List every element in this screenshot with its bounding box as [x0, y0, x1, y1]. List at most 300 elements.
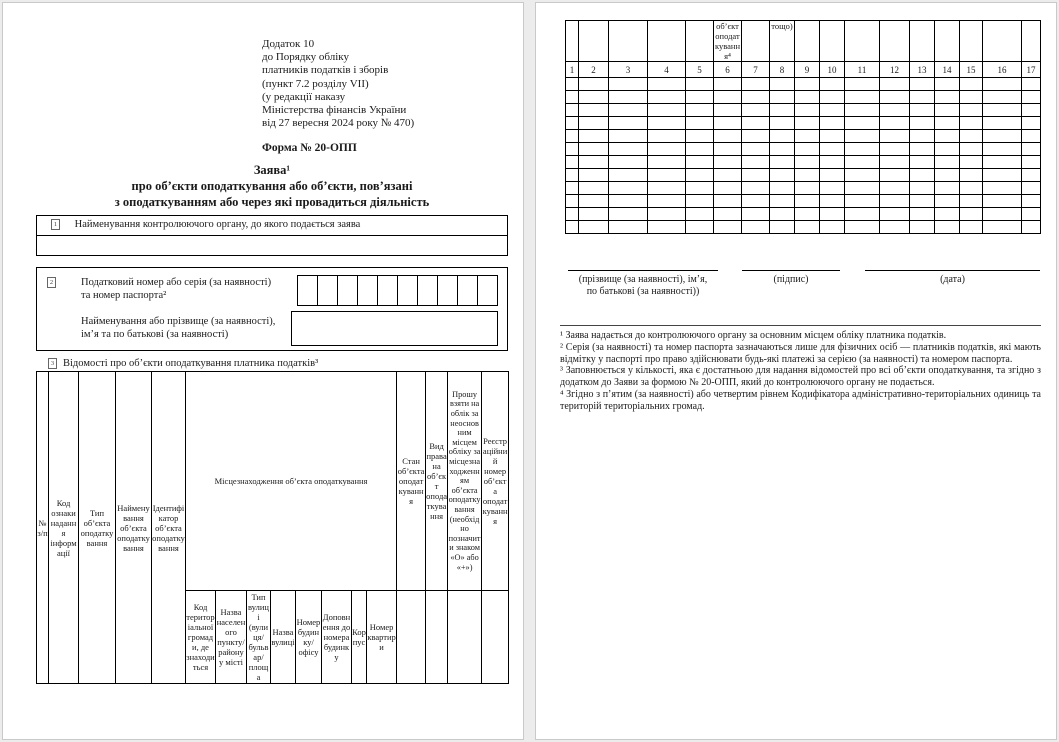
column-number: 15 [960, 62, 983, 78]
header-line: (пункт 7.2 розділу VII) [262, 77, 369, 90]
entry-cell[interactable] [795, 143, 820, 156]
signature-name-label-line1: (прізвище (за наявності), ім’я, [578, 274, 708, 285]
form-number: Форма № 20-ОПП [262, 142, 357, 154]
entry-cell[interactable] [935, 117, 960, 130]
entry-cell[interactable] [845, 143, 880, 156]
signature-date-label: (дата) [940, 274, 965, 285]
entry-cell[interactable] [648, 195, 686, 208]
entry-cell[interactable] [770, 182, 795, 195]
entry-cell[interactable] [566, 143, 579, 156]
entry-cell[interactable] [935, 78, 960, 91]
entry-cell[interactable] [820, 91, 845, 104]
footnote-3: ³ Заповнюється у кількості, яка є достатньою для надання відомостей про всі об’єкти оподаткування, та згідно з додатком до Заяви за формою № 20-ОПП, який до контролюючого органу не подається. [560, 365, 1041, 389]
entry-cell[interactable] [880, 169, 910, 182]
entry-cell[interactable] [686, 143, 714, 156]
empty-header-cell [880, 21, 910, 62]
entry-cell[interactable] [742, 182, 770, 195]
entry-cell[interactable] [880, 117, 910, 130]
entry-cell[interactable] [983, 169, 1022, 182]
entry-cell[interactable] [609, 130, 648, 143]
footnote-4: ⁴ Згідно з п’ятим (за наявності) або четвертим рівнем Кодифікатора адміністративно-територіальних одиниць та територій територіальних громад. [560, 388, 1041, 412]
taxpayer-name-input[interactable] [291, 311, 498, 346]
tax-number-label [81, 276, 271, 302]
col-header-object-type: Тип об’єкта оподаткування [79, 372, 116, 684]
entry-cell[interactable] [742, 104, 770, 117]
entry-cell[interactable] [960, 156, 983, 169]
empty-header-cell [983, 21, 1022, 62]
entry-row [566, 143, 1041, 156]
entry-cell[interactable] [579, 169, 609, 182]
entry-cell[interactable] [742, 117, 770, 130]
entry-cell[interactable] [795, 78, 820, 91]
entry-cell[interactable] [1022, 195, 1041, 208]
document-page-2 [535, 2, 1057, 740]
taxpayer-name-label-line1: Найменування або прізвище (за наявності), [81, 316, 276, 327]
entry-cell[interactable] [566, 91, 579, 104]
tax-number-cell[interactable] [477, 275, 498, 306]
entry-cell[interactable] [795, 169, 820, 182]
entry-row [566, 91, 1041, 104]
entry-cell[interactable] [686, 91, 714, 104]
entry-cell[interactable] [579, 156, 609, 169]
entry-cell[interactable] [960, 91, 983, 104]
entry-cell[interactable] [742, 169, 770, 182]
entry-cell[interactable] [770, 195, 795, 208]
entry-cell[interactable] [880, 143, 910, 156]
entry-cell[interactable] [845, 78, 880, 91]
entry-cell[interactable] [714, 143, 742, 156]
entry-row [566, 208, 1041, 221]
entry-cell[interactable] [935, 143, 960, 156]
entry-cell[interactable] [770, 78, 795, 91]
empty-header-cell [820, 21, 845, 62]
entry-cell[interactable] [983, 195, 1022, 208]
entry-cell[interactable] [770, 104, 795, 117]
entry-cell[interactable] [880, 182, 910, 195]
signature-name-label [548, 274, 738, 298]
tax-number-cell[interactable] [417, 275, 438, 306]
taxpayer-name-label-line2: ім’я та по батькові (за наявності) [81, 329, 229, 340]
form-title [36, 162, 508, 210]
entry-cell[interactable] [820, 78, 845, 91]
entry-cell[interactable] [714, 130, 742, 143]
entry-cell[interactable] [609, 208, 648, 221]
entry-cell[interactable] [820, 104, 845, 117]
entry-row [566, 130, 1041, 143]
entry-cell[interactable] [648, 91, 686, 104]
footnotes [560, 330, 1041, 413]
entry-cell[interactable] [960, 182, 983, 195]
col-header-apartment-number: Номер квартири [367, 591, 397, 684]
column-number: 12 [880, 62, 910, 78]
objects-table-continuation [565, 20, 1041, 234]
entry-cell[interactable] [795, 91, 820, 104]
entry-cell[interactable] [880, 91, 910, 104]
entry-cell[interactable] [566, 182, 579, 195]
entry-cell[interactable] [960, 78, 983, 91]
entry-cell[interactable] [820, 208, 845, 221]
entry-cell[interactable] [820, 182, 845, 195]
entry-cell[interactable] [845, 208, 880, 221]
entry-cell[interactable] [742, 143, 770, 156]
section1-label: Найменування контролюючого органу, до якого подається заява [74, 219, 361, 230]
entry-cell[interactable] [686, 221, 714, 234]
entry-cell[interactable] [880, 208, 910, 221]
entry-cell[interactable] [960, 169, 983, 182]
entry-cell[interactable] [579, 130, 609, 143]
empty-header-cell [1022, 21, 1041, 62]
entry-cell[interactable] [910, 156, 935, 169]
entry-cell[interactable] [795, 104, 820, 117]
entry-cell[interactable] [686, 130, 714, 143]
entry-cell[interactable] [795, 208, 820, 221]
entry-row [566, 104, 1041, 117]
tax-number-cell[interactable] [377, 275, 398, 306]
entry-cell[interactable] [686, 117, 714, 130]
entry-cell[interactable] [742, 78, 770, 91]
entry-cell[interactable] [935, 182, 960, 195]
entry-cell[interactable] [845, 182, 880, 195]
entry-cell[interactable] [579, 104, 609, 117]
entry-cell[interactable] [742, 130, 770, 143]
entry-cell[interactable] [609, 221, 648, 234]
entry-cell[interactable] [686, 104, 714, 117]
entry-cell[interactable] [880, 78, 910, 91]
entry-cell[interactable] [910, 169, 935, 182]
entry-row [566, 221, 1041, 234]
empty-header-cell [742, 21, 770, 62]
entry-cell[interactable] [910, 78, 935, 91]
entry-row [566, 117, 1041, 130]
entry-cell[interactable] [820, 130, 845, 143]
entry-cell[interactable] [770, 91, 795, 104]
entry-cell[interactable] [880, 130, 910, 143]
entry-cell[interactable] [579, 143, 609, 156]
entry-cell[interactable] [566, 78, 579, 91]
tax-number-cell[interactable] [457, 275, 478, 306]
col-header-info-code: Код ознаки надання інформації [49, 372, 79, 684]
signature-name-line[interactable] [568, 270, 718, 271]
entry-cell[interactable] [609, 156, 648, 169]
empty-header-cell [397, 591, 426, 684]
tax-number-cell[interactable] [317, 275, 338, 306]
entry-cell[interactable] [770, 117, 795, 130]
entry-cell[interactable] [820, 156, 845, 169]
empty-header-cell [910, 21, 935, 62]
entry-cell[interactable] [983, 104, 1022, 117]
entry-cell[interactable] [742, 156, 770, 169]
entry-cell[interactable] [648, 182, 686, 195]
entry-cell[interactable] [770, 169, 795, 182]
entry-cell[interactable] [566, 169, 579, 182]
entry-cell[interactable] [795, 130, 820, 143]
entry-cell[interactable] [609, 104, 648, 117]
empty-header-cell [579, 21, 609, 62]
entry-cell[interactable] [960, 117, 983, 130]
entry-cell[interactable] [648, 208, 686, 221]
entry-cell[interactable] [935, 91, 960, 104]
entry-cell[interactable] [714, 91, 742, 104]
entry-cell[interactable] [820, 169, 845, 182]
entry-cell[interactable] [1022, 130, 1041, 143]
entry-cell[interactable] [1022, 117, 1041, 130]
section-controlling-authority [36, 215, 508, 256]
entry-cell[interactable] [609, 169, 648, 182]
header-etc-fragment: тощо) [770, 21, 795, 62]
section3-label: Відомості про об’єкти оподаткування платника податків³ [63, 358, 319, 369]
entry-cell[interactable] [880, 156, 910, 169]
entry-cell[interactable] [910, 143, 935, 156]
entry-cell[interactable] [845, 130, 880, 143]
entry-cell[interactable] [935, 169, 960, 182]
entry-cell[interactable] [910, 104, 935, 117]
entry-cell[interactable] [714, 78, 742, 91]
entry-cell[interactable] [820, 117, 845, 130]
signature-date-line[interactable] [865, 270, 1040, 271]
entry-cell[interactable] [742, 91, 770, 104]
entry-cell[interactable] [714, 182, 742, 195]
entry-cell[interactable] [566, 208, 579, 221]
entry-cell[interactable] [795, 156, 820, 169]
col-header-row-number: № з/п [37, 372, 49, 684]
continuation-header-row [566, 21, 1041, 62]
entry-cell[interactable] [648, 143, 686, 156]
entry-cell[interactable] [566, 195, 579, 208]
entry-cell[interactable] [714, 104, 742, 117]
entry-cell[interactable] [714, 208, 742, 221]
entry-cell[interactable] [820, 195, 845, 208]
entry-cell[interactable] [714, 169, 742, 182]
entry-cell[interactable] [910, 130, 935, 143]
entry-cell[interactable] [609, 78, 648, 91]
header-line: (у редакції наказу [262, 90, 346, 103]
col-header-street-name: Назва вулиці [271, 591, 296, 684]
entry-cell[interactable] [935, 195, 960, 208]
entry-cell[interactable] [880, 195, 910, 208]
appendix-header [262, 38, 414, 130]
entry-cell[interactable] [1022, 91, 1041, 104]
column-number: 8 [770, 62, 795, 78]
tax-number-cell[interactable] [397, 275, 418, 306]
entry-row [566, 156, 1041, 169]
entry-cell[interactable] [648, 156, 686, 169]
entry-cell[interactable] [983, 182, 1022, 195]
entry-cell[interactable] [566, 156, 579, 169]
entry-cell[interactable] [795, 182, 820, 195]
entry-cell[interactable] [579, 117, 609, 130]
col-header-object-identifier: Ідентифікатор об’єкта оподаткування [152, 372, 186, 684]
entry-cell[interactable] [566, 221, 579, 234]
entry-cell[interactable] [983, 208, 1022, 221]
entry-cell[interactable] [845, 221, 880, 234]
entry-cell[interactable] [609, 195, 648, 208]
column-number: 17 [1022, 62, 1041, 78]
col-header-object-state: Стан об’єкта оподаткування [397, 372, 426, 591]
entry-cell[interactable] [795, 117, 820, 130]
entry-cell[interactable] [770, 130, 795, 143]
entry-cell[interactable] [880, 221, 910, 234]
entry-cell[interactable] [579, 208, 609, 221]
entry-cell[interactable] [910, 117, 935, 130]
column-number: 5 [686, 62, 714, 78]
tax-number-cells [297, 275, 498, 306]
entry-cell[interactable] [960, 221, 983, 234]
entry-cell[interactable] [983, 221, 1022, 234]
entry-cell[interactable] [960, 130, 983, 143]
entry-cell[interactable] [686, 195, 714, 208]
entry-cell[interactable] [983, 91, 1022, 104]
entry-cell[interactable] [960, 104, 983, 117]
col-header-object-name: Найменування об’єкта оподаткування [116, 372, 152, 684]
entry-cell[interactable] [935, 104, 960, 117]
entry-cell[interactable] [648, 221, 686, 234]
entry-cell[interactable] [910, 91, 935, 104]
empty-header-cell [566, 21, 579, 62]
entry-cell[interactable] [960, 143, 983, 156]
entry-cell[interactable] [686, 169, 714, 182]
tax-number-cell[interactable] [437, 275, 458, 306]
entry-cell[interactable] [579, 91, 609, 104]
entry-cell[interactable] [714, 221, 742, 234]
entry-cell[interactable] [1022, 143, 1041, 156]
entry-cell[interactable] [770, 208, 795, 221]
entry-cell[interactable] [935, 130, 960, 143]
entry-row [566, 182, 1041, 195]
empty-header-cell [686, 21, 714, 62]
tax-number-cell[interactable] [297, 275, 318, 306]
section2-number-box: 2 [47, 277, 56, 288]
header-line: до Порядку обліку [262, 51, 349, 64]
entry-cell[interactable] [686, 182, 714, 195]
entry-cell[interactable] [845, 195, 880, 208]
entry-cell[interactable] [910, 195, 935, 208]
entry-cell[interactable] [648, 130, 686, 143]
entry-cell[interactable] [566, 117, 579, 130]
col-header-settlement: Назва населеного пункту/ району у місті [216, 591, 247, 684]
entry-cell[interactable] [935, 156, 960, 169]
entry-cell[interactable] [935, 221, 960, 234]
section1-header [37, 216, 507, 236]
entry-cell[interactable] [820, 221, 845, 234]
entry-cell[interactable] [609, 91, 648, 104]
entry-cell[interactable] [1022, 104, 1041, 117]
entry-cell[interactable] [983, 143, 1022, 156]
column-numbers-row [566, 62, 1041, 78]
entry-cell[interactable] [648, 104, 686, 117]
entry-cell[interactable] [648, 117, 686, 130]
authority-name-input[interactable] [37, 236, 507, 254]
entry-cell[interactable] [910, 182, 935, 195]
objects-table [36, 371, 509, 684]
entry-cell[interactable] [795, 221, 820, 234]
col-header-location: Місцезнаходження об’єкта оподаткування [186, 372, 397, 591]
entry-cell[interactable] [960, 208, 983, 221]
entry-cell[interactable] [1022, 182, 1041, 195]
entry-cell[interactable] [910, 221, 935, 234]
entry-cell[interactable] [983, 130, 1022, 143]
entry-cell[interactable] [983, 78, 1022, 91]
entry-cell[interactable] [935, 208, 960, 221]
entry-cell[interactable] [579, 221, 609, 234]
entry-cell[interactable] [609, 117, 648, 130]
signature-sign-line[interactable] [742, 270, 840, 271]
signature-sign-label: (підпис) [773, 274, 809, 285]
entry-cell[interactable] [714, 156, 742, 169]
column-number: 16 [983, 62, 1022, 78]
entry-cell[interactable] [1022, 221, 1041, 234]
entry-cell[interactable] [579, 182, 609, 195]
tax-number-cell[interactable] [337, 275, 358, 306]
column-number: 9 [795, 62, 820, 78]
col-header-street-type: Тип вулиці (вулиця/ бульвар/ площа [248, 592, 269, 682]
entry-cell[interactable] [579, 195, 609, 208]
entry-cell[interactable] [845, 91, 880, 104]
entry-cell[interactable] [1022, 208, 1041, 221]
document-page-1 [2, 2, 524, 740]
section-taxpayer [36, 267, 508, 351]
entry-cell[interactable] [770, 221, 795, 234]
entry-cell[interactable] [1022, 169, 1041, 182]
entry-cell[interactable] [845, 169, 880, 182]
entry-cell[interactable] [579, 78, 609, 91]
entry-cell[interactable] [566, 104, 579, 117]
entry-cell[interactable] [742, 195, 770, 208]
entry-row [566, 195, 1041, 208]
entry-cell[interactable] [566, 130, 579, 143]
entry-cell[interactable] [609, 182, 648, 195]
entry-cell[interactable] [742, 208, 770, 221]
entry-cell[interactable] [742, 221, 770, 234]
entry-cell[interactable] [686, 208, 714, 221]
entry-cell[interactable] [820, 143, 845, 156]
empty-header-cell [609, 21, 648, 62]
entry-cell[interactable] [648, 78, 686, 91]
entry-cell[interactable] [845, 117, 880, 130]
empty-header-cell [935, 21, 960, 62]
empty-header-cell [795, 21, 820, 62]
entry-cell[interactable] [770, 143, 795, 156]
entry-row [566, 78, 1041, 91]
entry-cell[interactable] [983, 156, 1022, 169]
entry-cell[interactable] [960, 195, 983, 208]
empty-header-cell [482, 591, 509, 684]
entry-cell[interactable] [845, 156, 880, 169]
entry-cell[interactable] [795, 195, 820, 208]
header-line: від 27 вересня 2024 року № 470) [262, 117, 415, 130]
entry-cell[interactable] [714, 117, 742, 130]
empty-header-cell [960, 21, 983, 62]
column-number: 2 [579, 62, 609, 78]
section3-number-box: 3 [48, 358, 57, 369]
entry-cell[interactable] [1022, 156, 1041, 169]
entry-cell[interactable] [1022, 78, 1041, 91]
entry-cell[interactable] [714, 195, 742, 208]
entry-cell[interactable] [648, 169, 686, 182]
entry-cell[interactable] [770, 156, 795, 169]
entry-cell[interactable] [880, 104, 910, 117]
header-line: Міністерства фінансів України [262, 104, 407, 117]
tax-number-cell[interactable] [357, 275, 378, 306]
col-header-building-number: Номер будинку/офісу [296, 591, 322, 684]
entry-cell[interactable] [983, 117, 1022, 130]
signature-name-label-line2: по батькові (за наявності)) [586, 286, 700, 297]
entry-cell[interactable] [609, 143, 648, 156]
entry-cell[interactable] [686, 156, 714, 169]
entry-row [566, 169, 1041, 182]
entry-cell[interactable] [845, 104, 880, 117]
entry-cell[interactable] [686, 78, 714, 91]
entry-cell[interactable] [910, 208, 935, 221]
